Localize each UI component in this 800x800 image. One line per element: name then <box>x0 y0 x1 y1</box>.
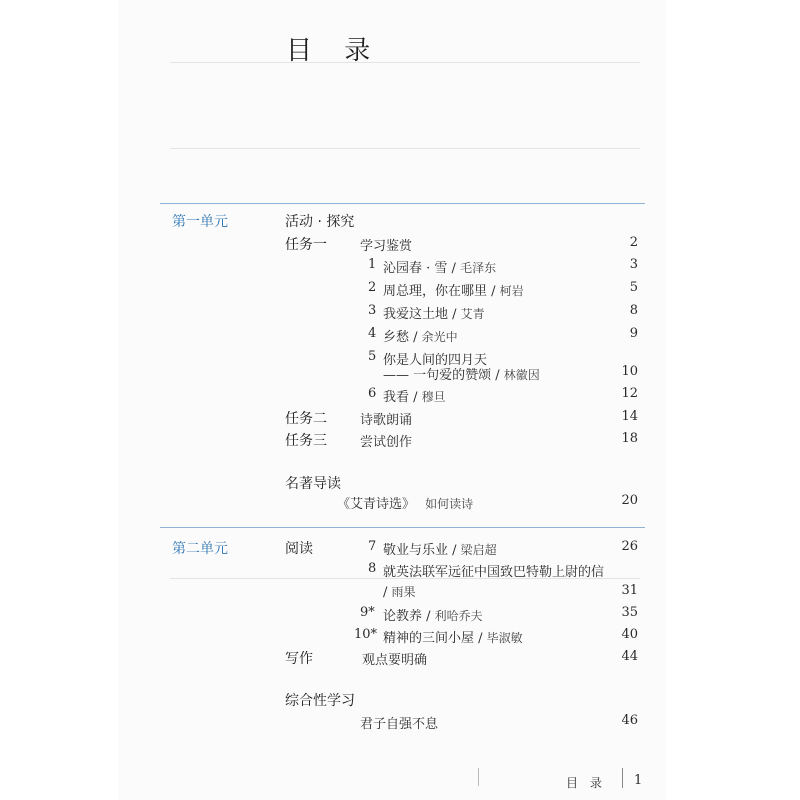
page-number: 14 <box>621 409 638 424</box>
item-no: 1 <box>368 257 377 272</box>
bleed-line <box>170 148 640 149</box>
item-author: 毛泽东 <box>460 261 497 275</box>
item-author: 艾青 <box>460 307 485 321</box>
item-title: 乡愁 <box>383 330 410 345</box>
item-author: 利哈乔夫 <box>434 609 483 623</box>
page-number: 31 <box>621 583 638 598</box>
page-number: 5 <box>629 280 638 295</box>
item-title[interactable]: 你是人间的四月天 <box>383 353 488 368</box>
footer-label: 目 录 <box>566 776 606 790</box>
item-entry[interactable]: 我爱这土地 / 艾青 <box>383 307 485 322</box>
item-author: 雨果 <box>391 585 416 599</box>
task2-label: 任务二 <box>285 411 327 427</box>
item-subtitle-line: —— 一句爱的赞颂 / 林徽因 <box>383 368 540 383</box>
item-entry[interactable]: 敬业与乐业 / 梁启超 <box>383 543 497 558</box>
integrated-heading: 综合性学习 <box>285 693 355 709</box>
item-author: 穆旦 <box>421 390 446 404</box>
item-author: 林徽因 <box>503 368 540 382</box>
page-number: 44 <box>621 649 638 664</box>
item-title: 论教养 <box>383 609 423 624</box>
item-entry[interactable]: 我看 / 穆旦 <box>383 390 446 405</box>
page-title: 目 录 <box>286 36 383 66</box>
classics-sub: 如何读诗 <box>425 497 474 511</box>
page-number: 2 <box>629 235 638 250</box>
bleed-line <box>170 62 640 63</box>
unit-divider <box>160 527 645 528</box>
item-title: 我爱这土地 <box>383 307 449 322</box>
item-subtitle: —— 一句爱的赞颂 <box>383 368 492 383</box>
item-entry[interactable]: 周总理，你在哪里 / 柯岩 <box>383 284 524 299</box>
item-no: 6 <box>368 386 377 401</box>
item-title[interactable]: 就英法联军远征中国致巴特勒上尉的信 <box>383 565 605 580</box>
item-entry[interactable]: 精神的三间小屋 / 毕淑敏 <box>383 631 523 646</box>
footer-tick <box>478 768 479 786</box>
page-number: 46 <box>621 713 638 728</box>
page-number: 9 <box>629 326 638 341</box>
unit-label-2: 第二单元 <box>172 541 228 557</box>
item-title: 精神的三间小屋 <box>383 631 475 646</box>
item-entry[interactable]: 乡愁 / 余光中 <box>383 330 458 345</box>
item-author-line: / 雨果 <box>383 585 416 600</box>
classics-title: 《艾青诗选》 <box>337 497 416 512</box>
activity-heading: 活动 · 探究 <box>285 214 355 230</box>
item-no: 4 <box>368 326 377 341</box>
item-title: 我看 <box>383 390 410 405</box>
item-no: 9* <box>360 605 375 620</box>
item-no: 8 <box>368 561 377 576</box>
footer-divider <box>622 768 623 788</box>
item-entry[interactable]: 论教养 / 利哈乔夫 <box>383 609 483 624</box>
item-no: 10* <box>354 627 378 642</box>
writing-name[interactable]: 观点要明确 <box>362 653 428 668</box>
page-number: 20 <box>621 493 638 508</box>
integrated-name[interactable]: 君子自强不息 <box>360 717 439 732</box>
page-number: 10 <box>621 364 638 379</box>
item-no: 3 <box>368 303 377 318</box>
item-title: 周总理，你在哪里 <box>383 284 488 299</box>
page-number: 40 <box>621 627 638 642</box>
item-title: 敬业与乐业 <box>383 543 449 558</box>
item-no: 5 <box>368 349 377 364</box>
page-number: 12 <box>621 386 638 401</box>
classics-entry[interactable] <box>337 493 473 512</box>
item-entry[interactable]: 沁园春 · 雪 / 毛泽东 <box>383 261 497 276</box>
unit-label-1: 第一单元 <box>172 214 228 230</box>
writing-label: 写作 <box>285 651 313 667</box>
reading-heading: 阅读 <box>285 541 313 557</box>
page-number: 8 <box>629 303 638 318</box>
item-author: 余光中 <box>421 330 458 344</box>
page-number: 26 <box>621 539 638 554</box>
footer-page-number: 1 <box>634 773 643 788</box>
item-author: 柯岩 <box>499 284 524 298</box>
classics-heading: 名著导读 <box>285 476 341 492</box>
task1-label: 任务一 <box>285 237 327 253</box>
page-number: 35 <box>621 605 638 620</box>
task3-name[interactable]: 尝试创作 <box>360 435 413 450</box>
page-number: 3 <box>629 257 638 272</box>
unit-divider <box>160 203 645 204</box>
item-author: 毕淑敏 <box>486 631 523 645</box>
item-no: 2 <box>368 280 377 295</box>
task2-name[interactable]: 诗歌朗诵 <box>360 413 413 428</box>
item-author: 梁启超 <box>460 543 497 557</box>
item-title: 沁园春 · 雪 <box>383 261 448 276</box>
task1-name[interactable]: 学习鉴赏 <box>360 239 413 254</box>
page-number: 18 <box>621 431 638 446</box>
item-no: 7 <box>368 539 377 554</box>
task3-label: 任务三 <box>285 433 327 449</box>
